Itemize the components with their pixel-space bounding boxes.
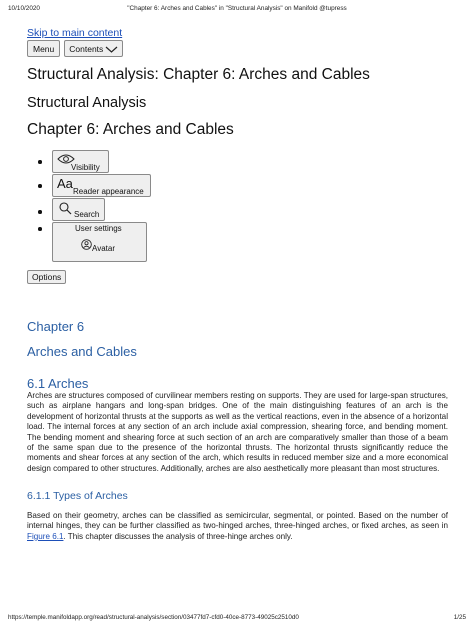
chevron-down-icon [105, 44, 118, 54]
page-title: Structural Analysis: Chapter 6: Arches and Cables [27, 66, 370, 83]
page-url: https://temple.manifoldapp.org/read/structural-analysis/section/03477fd7-cfd0-40ce-8773-49025c2510d0 [8, 614, 299, 621]
page-number: 1/25 [453, 614, 466, 621]
section-heading: 6.1 Arches [27, 376, 89, 391]
list-bullet [38, 227, 42, 231]
reader-appearance-label: Reader appearance [73, 187, 144, 196]
list-bullet [38, 160, 42, 164]
top-toolbar [27, 40, 123, 57]
list-bullet [38, 184, 42, 188]
contents-label: Contents [69, 43, 104, 54]
search-button[interactable] [52, 198, 105, 221]
reader-appearance-button[interactable] [52, 174, 151, 197]
menu-button[interactable]: Menu [27, 40, 60, 57]
print-header [8, 5, 466, 17]
print-title: "Chapter 6: Arches and Cables" in "Structural Analysis" on Manifold @tupress [127, 5, 347, 12]
visibility-button[interactable] [52, 150, 109, 173]
avatar-icon [81, 239, 92, 250]
options-button[interactable]: Options [27, 270, 66, 284]
figure-link[interactable]: Figure 6.1 [27, 531, 64, 541]
contents-button[interactable] [64, 40, 123, 57]
chapter-name: Arches and Cables [27, 344, 137, 359]
search-icon [59, 202, 72, 215]
paragraph-text: . This chapter discusses the analysis of three-hinge arches only. [63, 531, 293, 541]
text-size-icon: Aa [57, 176, 73, 191]
skip-to-main-link[interactable]: Skip to main content [27, 27, 123, 39]
chapter-heading: Chapter 6: Arches and Cables [27, 121, 234, 138]
visibility-label: Visibility [71, 163, 100, 172]
chapter-label: Chapter 6 [27, 319, 85, 334]
list-bullet [38, 210, 42, 214]
subsection-heading: 6.1.1 Types of Arches [27, 490, 128, 502]
avatar-label: Avatar [92, 244, 115, 253]
search-label: Search [74, 210, 100, 219]
subsection-paragraph [27, 511, 448, 542]
user-settings-label: User settings [75, 224, 122, 233]
book-title: Structural Analysis [27, 95, 147, 111]
print-date: 10/10/2020 [8, 5, 40, 12]
section-paragraph: Arches are structures composed of curvilinear members resting on supports. They are used for large-span structures, such as airplane hangars and long-span bridges. One of the main distinguishing features of an arch is the development of horizontal thrusts at the supports as well as the vertical reactions, even in the absence of a horizontal load. The internal forces at any section of an arch include axial compression, shearing force, and bending moment. The bending moment and shearing force at such section of an arch are comparatively smaller than those of a beam of the same span due to the presence of the horizontal thrusts. The horizontal thrusts significantly reduce the moments and shear forces at any section of the arch, which results in reduced member size and a more economical design compared to other structures. Additionally, arches are also aesthetically more pleasant than most structures. [27, 391, 448, 473]
paragraph-text: Based on their geometry, arches can be classified as semicircular, segmental, or pointed. Based on the number of internal hinges, they can be further classified as two-hinged arches, three-hinged arches, or fixed arches, as seen in [27, 511, 448, 531]
user-settings-button[interactable] [52, 222, 147, 262]
